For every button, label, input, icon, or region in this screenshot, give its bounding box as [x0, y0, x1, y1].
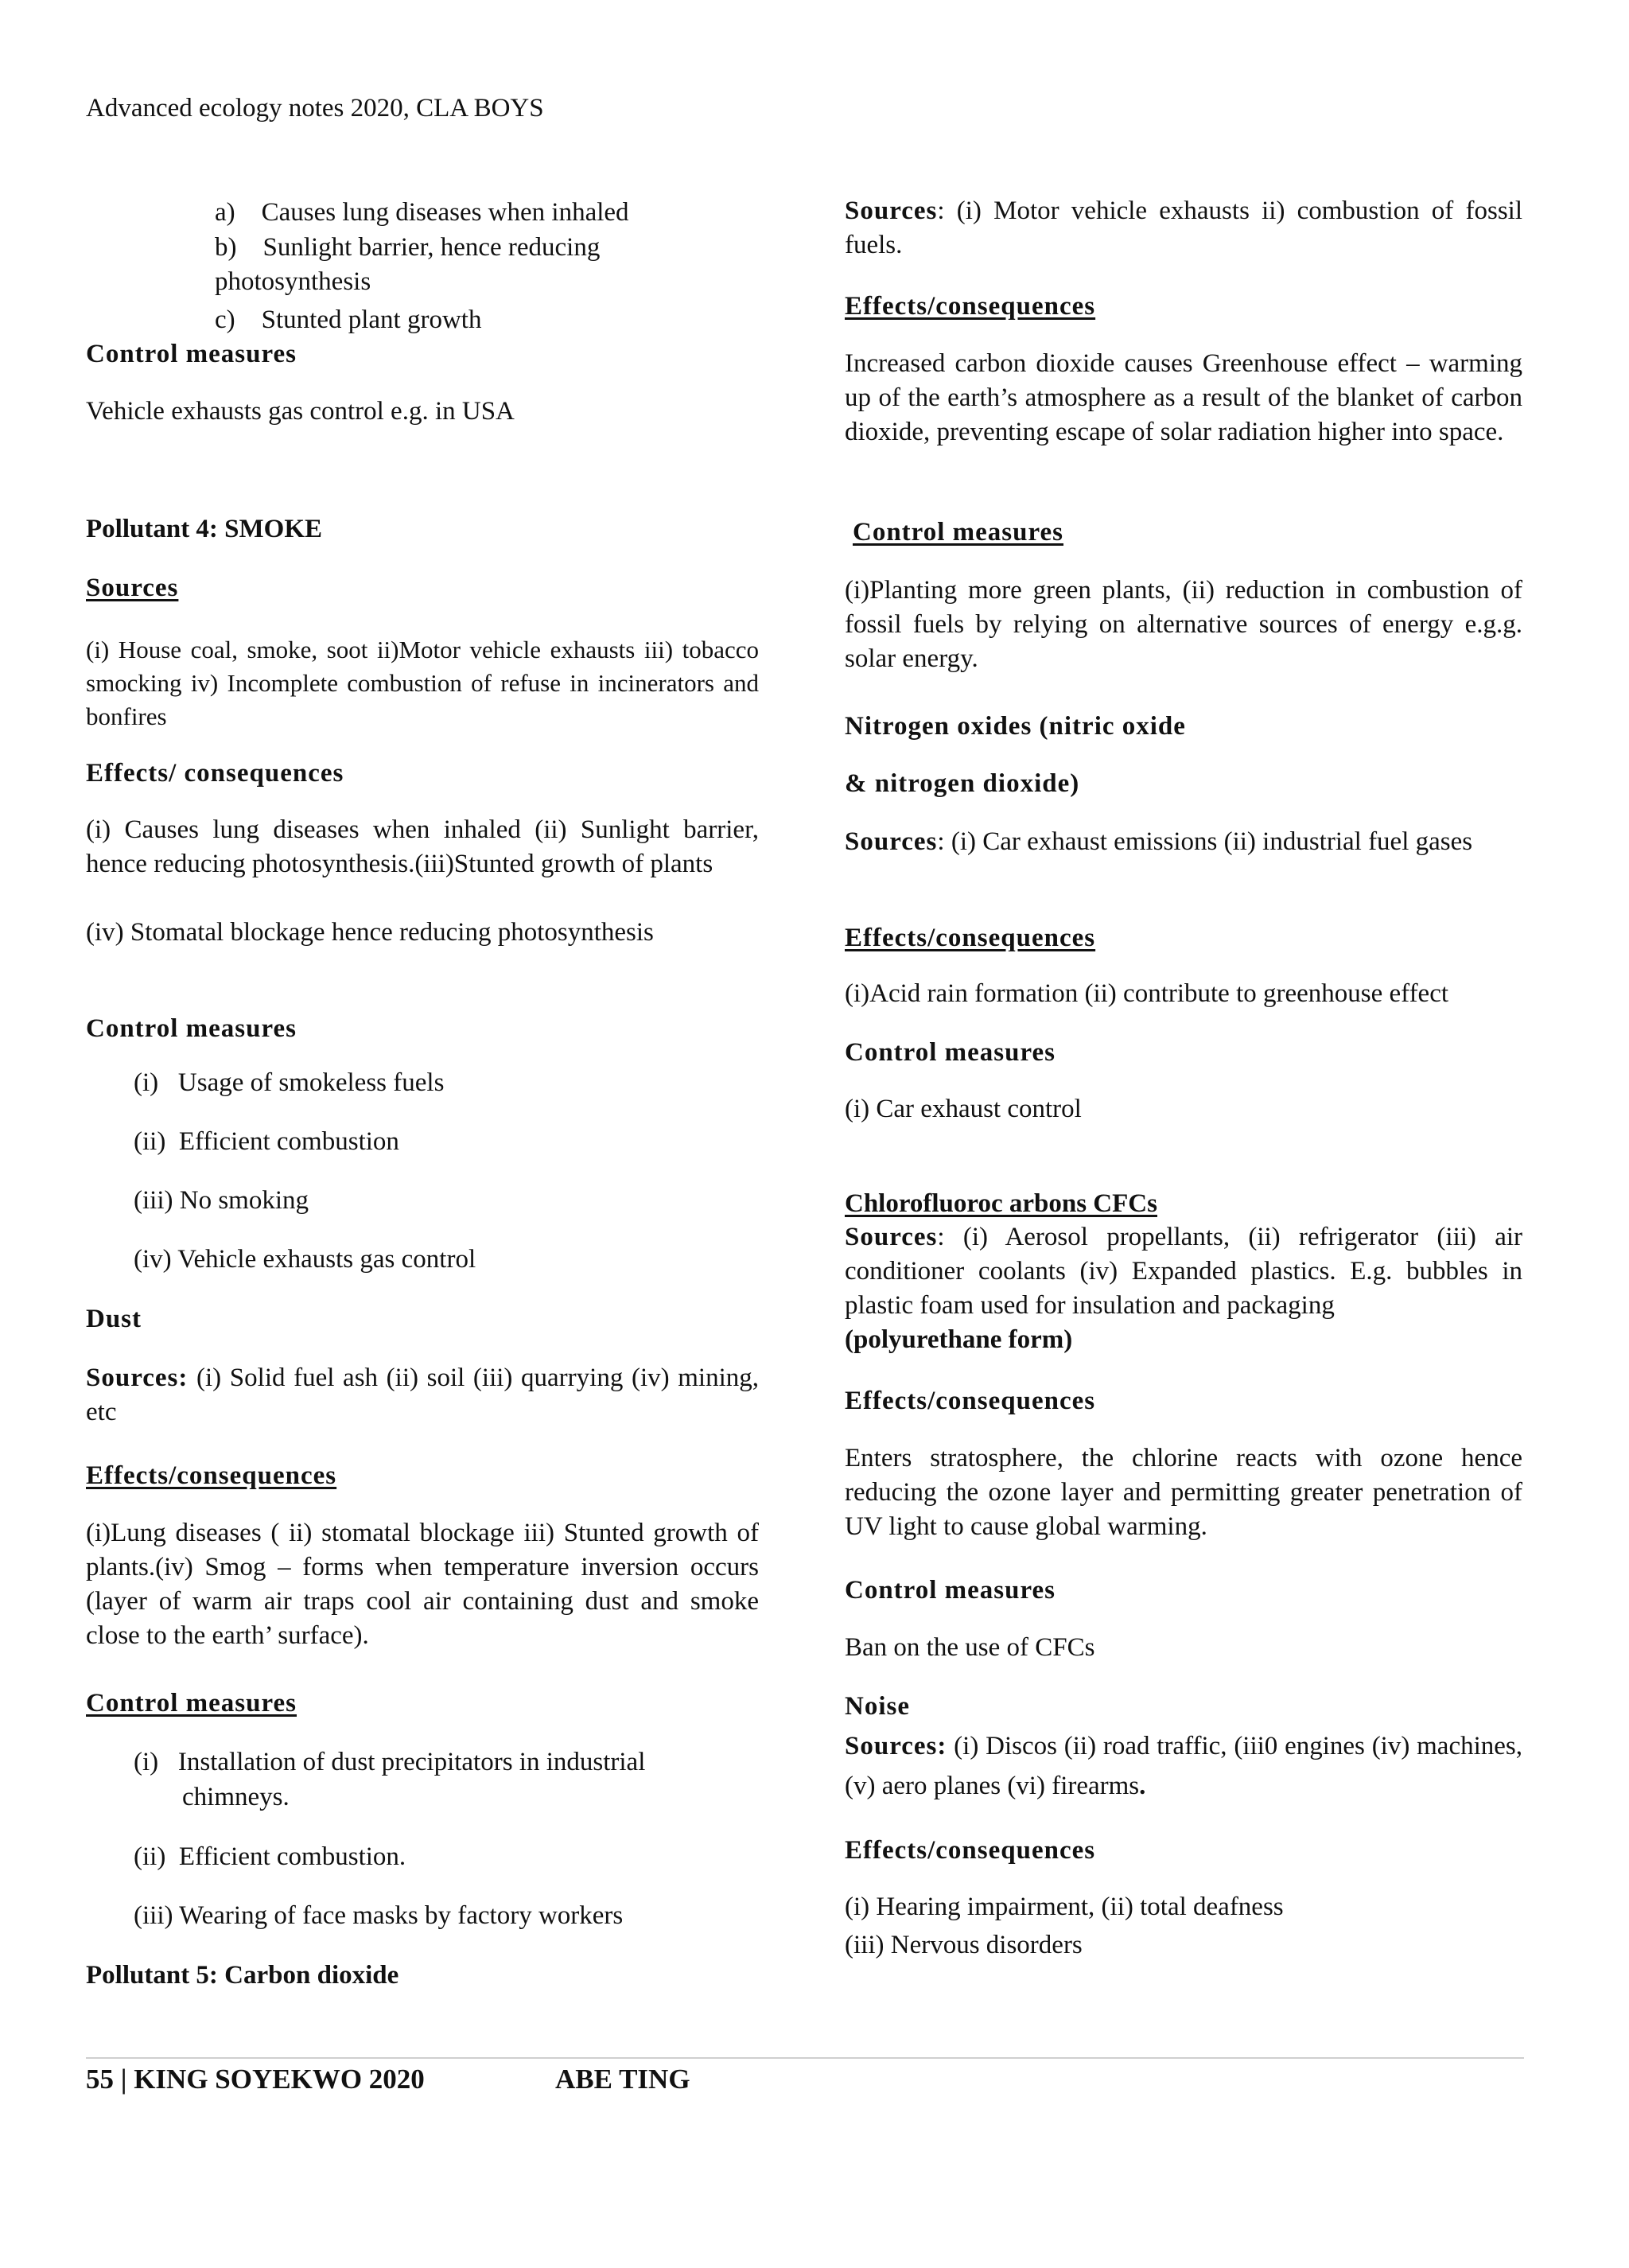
section-heading: Effects/consequences	[845, 924, 1096, 952]
list-item-continuation: photosynthesis	[215, 267, 371, 296]
section-heading: Effects/consequences	[86, 1461, 337, 1490]
list-item: b) Sunlight barrier, hence reducing	[215, 233, 601, 262]
section-heading: Control measures	[845, 1576, 1056, 1605]
list-item: (i) Usage of smokeless fuels	[134, 1068, 445, 1097]
section-heading: Chlorofluoroc arbons CFCs	[845, 1189, 1157, 1218]
paragraph	[845, 1726, 1522, 1806]
section-heading: Control measures	[86, 1689, 297, 1718]
section-heading: Effects/consequences	[845, 1387, 1096, 1415]
list-item-continuation: chimneys.	[182, 1783, 290, 1811]
section-heading: Effects/consequences	[845, 1836, 1096, 1865]
section-heading: Control measures	[853, 518, 1064, 547]
inline-text: : (i) Aerosol propellants, (ii) refrigerator (iii) air conditioner coolants (iv) Expanded plastics. E.g. bubbles in plastic foam used for insulation and packaging	[845, 1223, 1522, 1320]
paragraph: (i) House coal, smoke, soot ii)Motor vehicle exhausts iii) tobacco smocking iv) Incomplete combustion of refuse in incinerators and bonfires	[86, 636, 759, 730]
paragraph: (i) Car exhaust control	[845, 1095, 1082, 1123]
section-heading: Sources	[86, 574, 179, 602]
list-item: a) Causes lung diseases when inhaled	[215, 198, 629, 227]
paragraph	[845, 1220, 1522, 1323]
section-heading: Noise	[845, 1692, 910, 1721]
paragraph	[86, 1361, 759, 1430]
section-heading: Control measures	[86, 340, 297, 368]
inline-text: (i) Solid fuel ash (ii) soil (iii) quarrying (iv) mining, etc	[86, 1364, 759, 1426]
list-item: (ii) Efficient combustion	[134, 1127, 399, 1156]
footer-divider	[86, 2057, 1524, 2059]
inline-label: Sources	[845, 1223, 938, 1251]
list-item: (i) Installation of dust precipitators in industrial	[134, 1748, 646, 1776]
inline-label: Sources:	[845, 1732, 947, 1760]
paragraph: Increased carbon dioxide causes Greenhouse effect – warming up of the earth’s atmosphere as a result of the blanket of carbon dioxide, preventing escape of solar radiation higher into space.	[845, 349, 1522, 446]
inline-text: .	[1139, 1772, 1146, 1800]
inline-label: Sources	[845, 827, 938, 856]
inline-label: Sources:	[86, 1364, 189, 1392]
section-heading: Dust	[86, 1305, 142, 1333]
section-heading: Control measures	[86, 1014, 297, 1043]
inline-text: : (i) Car exhaust emissions (ii) industrial fuel gases	[937, 827, 1473, 856]
paragraph: Ban on the use of CFCs	[845, 1633, 1095, 1662]
list-item: (ii) Efficient combustion.	[134, 1842, 406, 1871]
paragraph: (iv) Stomatal blockage hence reducing photosynthesis	[86, 918, 654, 947]
paragraph: Enters stratosphere, the chlorine reacts with ozone hence reducing the ozone layer and permitting greater penetration of UV light to cause global warming.	[845, 1444, 1522, 1541]
inline-bold-text: (polyurethane form)	[845, 1325, 1073, 1354]
paragraph: (i)Acid rain formation (ii) contribute to greenhouse effect	[845, 979, 1449, 1008]
paragraph: (i)Planting more green plants, (ii) reduction in combustion of fossil fuels by relying on alternative sources of energy e.g.g. solar energy.	[845, 576, 1522, 673]
section-heading: Control measures	[845, 1038, 1056, 1067]
paragraph: Vehicle exhausts gas control e.g. in USA	[86, 397, 515, 426]
paragraph	[845, 825, 1522, 859]
paragraph: (i)Lung diseases ( ii) stomatal blockage iii) Stunted growth of plants.(iv) Smog – forms when temperature inversion occurs (layer of warm air traps cool air containing dust and smoke close to the earth’ surface).	[86, 1519, 759, 1650]
section-heading: Pollutant 4: SMOKE	[86, 515, 323, 543]
section-heading: & nitrogen dioxide)	[845, 769, 1080, 798]
inline-text: : (i) Motor vehicle exhausts ii) combustion of fossil fuels.	[845, 196, 1522, 259]
list-item: (iii) No smoking	[134, 1186, 309, 1215]
section-heading: Effects/ consequences	[86, 759, 344, 788]
section-heading: Effects/consequences	[845, 292, 1096, 321]
section-heading: Pollutant 5: Carbon dioxide	[86, 1961, 399, 1990]
page-header: Advanced ecology notes 2020, CLA BOYS	[86, 94, 544, 123]
paragraph: (iii) Nervous disorders	[845, 1931, 1083, 1959]
inline-label: Sources	[845, 196, 938, 225]
list-item: c) Stunted plant growth	[215, 305, 482, 334]
list-item: (iv) Vehicle exhausts gas control	[134, 1245, 476, 1274]
paragraph: (i) Hearing impairment, (ii) total deafness	[845, 1893, 1284, 1921]
inline-text: (i) Discos (ii) road traffic, (iii0 engines (iv) machines, (v) aero planes (vi) firearms	[845, 1732, 1522, 1800]
footer-author: ABE TING	[555, 2064, 690, 2095]
paragraph	[845, 194, 1522, 263]
footer-page-info: 55 | KING SOYEKWO 2020	[86, 2064, 425, 2095]
paragraph: (i) Causes lung diseases when inhaled (ii) Sunlight barrier, hence reducing photosynthesis.(iii)Stunted growth of plants	[86, 815, 759, 878]
list-item: (iii) Wearing of face masks by factory workers	[134, 1901, 624, 1930]
section-heading: Nitrogen oxides (nitric oxide	[845, 712, 1186, 741]
